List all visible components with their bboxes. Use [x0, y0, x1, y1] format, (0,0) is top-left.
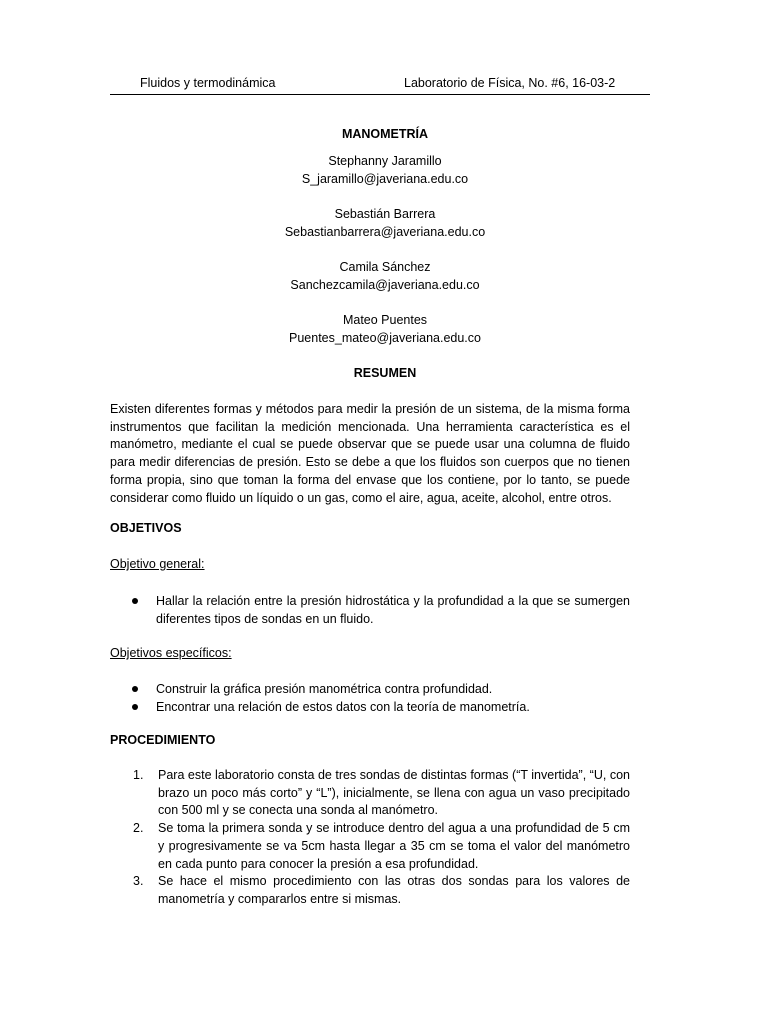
bullet-icon	[132, 598, 138, 604]
author-email: Puentes_mateo@javeriana.edu.co	[289, 331, 481, 345]
list-item	[130, 698, 630, 716]
step-number: 3.	[133, 874, 144, 889]
author-name: Mateo Puentes	[342, 313, 428, 327]
list-item	[130, 592, 630, 628]
step-text: Para este laboratorio consta de tres sondas de distintas formas (“T invertida”, “U, con brazo un poco más corto” y “L”), inicialmente, se llena con agua un vaso precipitado con 500 ml y se conecta una sonda al manómetro.	[158, 768, 630, 818]
step-number: 1.	[133, 768, 144, 782]
procedimiento-heading: PROCEDIMIENTO	[110, 733, 216, 747]
step-item	[133, 873, 630, 908]
author-block	[110, 152, 660, 188]
author-name: Stephanny Jaramillo	[328, 154, 442, 168]
author-block	[110, 205, 660, 241]
header-course: Fluidos y termodinámica	[140, 76, 276, 90]
step-number: 2.	[133, 821, 144, 836]
step-item	[133, 767, 630, 820]
author-block	[110, 258, 660, 294]
author-block	[110, 311, 660, 347]
list-item	[130, 680, 630, 698]
procedimiento-steps	[133, 767, 630, 909]
objetivo-general-list	[130, 592, 630, 628]
objetivos-especificos-heading: Objetivos específicos:	[110, 646, 232, 660]
objetivos-heading: OBJETIVOS	[110, 521, 182, 535]
objetivos-especificos-list	[130, 680, 630, 716]
author-email: S_jaramillo@javeriana.edu.co	[301, 172, 469, 186]
author-email: Sanchezcamila@javeriana.edu.co	[290, 278, 480, 292]
list-item-text: Encontrar una relación de estos datos con la teoría de manometría.	[156, 700, 530, 714]
author-name: Camila Sánchez	[339, 260, 431, 274]
resumen-heading: RESUMEN	[353, 366, 417, 380]
bullet-icon	[132, 686, 138, 692]
list-item-text: Hallar la relación entre la presión hidrostática y la profundidad a la que se sumergen diferentes tipos de sondas en un fluido.	[156, 594, 630, 626]
step-text: Se hace el mismo procedimiento con las otras dos sondas para los valores de manometría y compararlos entre si mismas.	[158, 874, 630, 906]
author-email: Sebastianbarrera@javeriana.edu.co	[284, 225, 486, 239]
step-text: Se toma la primera sonda y se introduce dentro del agua a una profundidad de 5 cm y progresivamente se va 5cm hasta llegar a 35 cm se toma el valor del manómetro en cada punto para conocer la presión a esa profundidad.	[158, 821, 630, 871]
bullet-icon	[132, 704, 138, 710]
page-header	[110, 76, 650, 95]
list-item-text: Construir la gráfica presión manométrica contra profundidad.	[156, 682, 493, 696]
author-name: Sebastián Barrera	[334, 207, 436, 221]
document-title: MANOMETRÍA	[341, 127, 429, 141]
objetivo-general-heading: Objetivo general:	[110, 557, 205, 571]
step-item	[133, 820, 630, 873]
resumen-paragraph: Existen diferentes formas y métodos para medir la presión de un sistema, de la misma forma instrumentos que facilitan la medición mencionada. Una herramienta característica es el manómetro, mediante el cual se puede observar que se puede usar una columna de fluido para medir diferencias de presión. Esto se debe a que los fluidos son cuerpos que no tienen forma propia, sino que toman la forma del envase que los contiene, por lo tanto, se puede considerar como fluido un líquido o un gas, como el aire, agua, aceite, alcohol, entre otros.	[110, 402, 630, 505]
header-lab-info: Laboratorio de Física, No. #6, 16-03-2	[404, 76, 616, 90]
